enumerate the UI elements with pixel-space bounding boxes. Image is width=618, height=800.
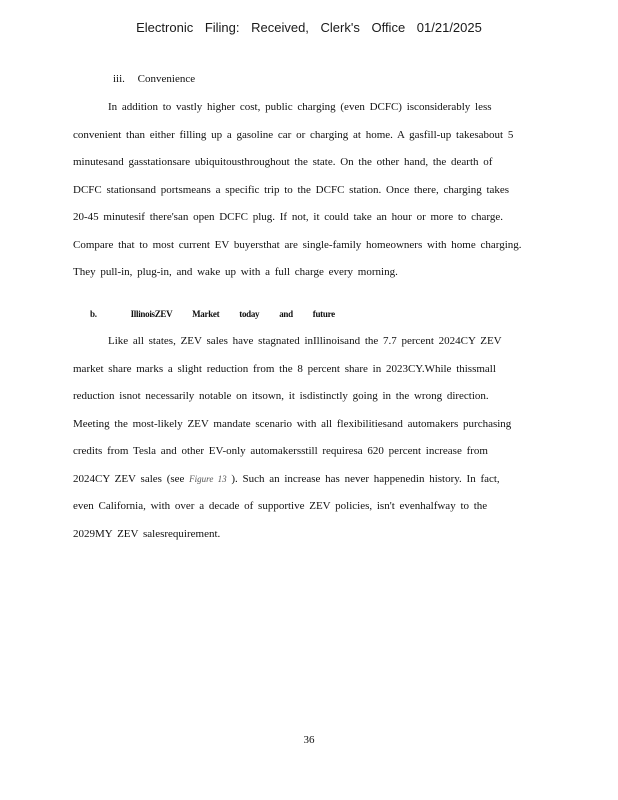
line-text: ). Such an increase has never happenedin history. In fact, bbox=[231, 472, 500, 485]
page-number: 36 bbox=[303, 734, 315, 746]
paragraph-line: convenient than either filling up a gasoline car or charging at home. A gasfill-up takesabout 5 bbox=[73, 128, 514, 141]
section-title: IllinoisZEV Market today and future bbox=[130, 309, 335, 319]
paragraph-line: 2029MY ZEV salesrequirement. bbox=[73, 527, 221, 540]
subsection-number: iii. bbox=[113, 73, 125, 85]
filing-header: Electronic Filing: Received, Clerk's Office 01/21/2025 bbox=[136, 20, 482, 35]
paragraph-zev-market bbox=[73, 328, 533, 548]
paragraph-line: Meeting the most-likely ZEV mandate scenario with all flexibilitiesand automakers purchasing bbox=[73, 417, 512, 430]
paragraph-line: DCFC stationsand portsmeans a specific trip to the DCFC station. Once there, charging takes bbox=[73, 183, 510, 196]
subsection-title: Convenience bbox=[137, 73, 196, 85]
section-label: b. bbox=[90, 309, 97, 319]
subsection-heading bbox=[113, 73, 195, 85]
section-heading bbox=[90, 309, 335, 319]
paragraph-line: even California, with over a decade of supportive ZEV policies, isn't evenhalfway to the bbox=[73, 500, 488, 512]
figure-reference-link[interactable]: Figure 13 bbox=[189, 473, 227, 484]
paragraph-line: market share marks a slight reduction from the 8 percent share in 2023CY.While thissmall bbox=[73, 362, 496, 375]
paragraph-line: They pull-in, plug-in, and wake up with a full charge every morning. bbox=[73, 266, 398, 278]
paragraph-line-with-figure-ref bbox=[73, 466, 533, 494]
paragraph-line: minutesand gasstationsare ubiquitousthroughout the state. On the other hand, the dearth of bbox=[73, 156, 493, 168]
paragraph-line: In addition to vastly higher cost, public charging (even DCFC) isconsiderably less bbox=[108, 101, 492, 113]
paragraph-convenience bbox=[73, 94, 533, 287]
paragraph-line: 20-45 minutesif there'san open DCFC plug. If not, it could take an hour or more to charge. bbox=[73, 211, 503, 223]
line-text: 2024CY ZEV sales (see bbox=[73, 472, 185, 485]
paragraph-line: credits from Tesla and other EV-only automakersstill requiresa 620 percent increase from bbox=[73, 445, 488, 457]
paragraph-line: Like all states, ZEV sales have stagnated inIllinoisand the 7.7 percent 2024CY ZEV bbox=[108, 335, 502, 347]
paragraph-line: Compare that to most current EV buyersthat are single-family homeowners with home charging. bbox=[73, 238, 522, 251]
paragraph-line: reduction isnot necessarily notable on itsown, it isdistinctly going in the wrong direction. bbox=[73, 390, 489, 402]
